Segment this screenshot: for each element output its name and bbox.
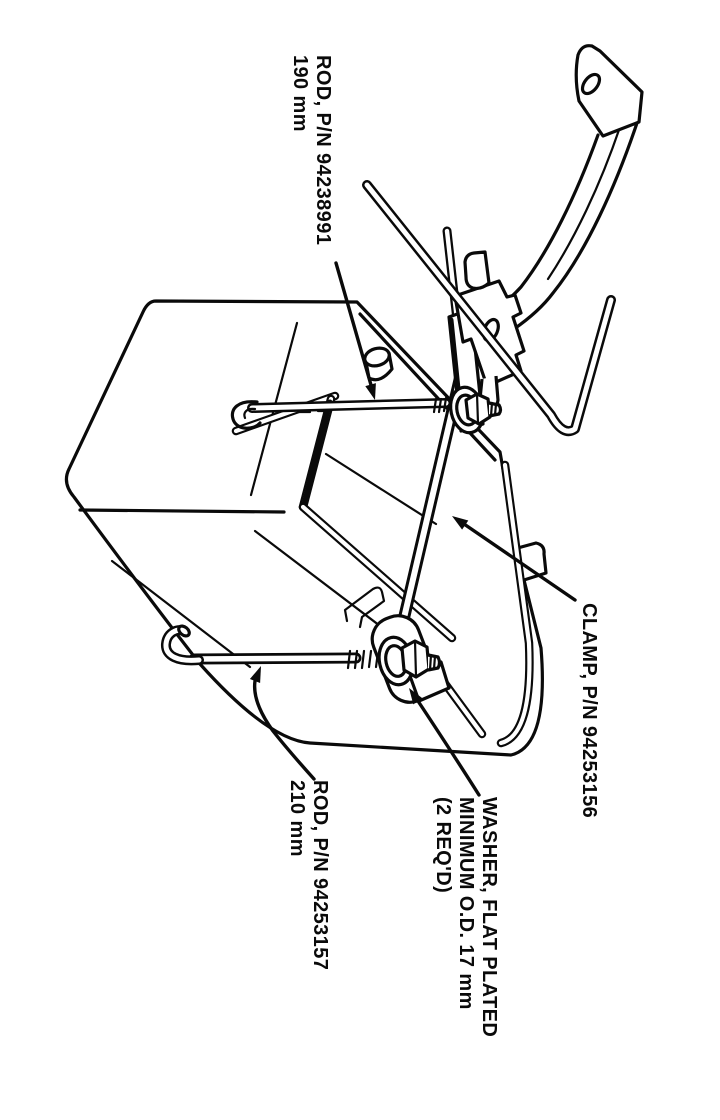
mounting-bracket <box>487 46 642 329</box>
label-rod-190mm <box>288 55 334 245</box>
label-line: CLAMP, P/N 94253156 <box>578 603 600 819</box>
label-line: ROD, P/N 94238991 <box>312 55 334 246</box>
label-rod-210mm <box>285 780 331 970</box>
label-washer <box>431 797 500 1037</box>
box-face-line <box>80 510 284 512</box>
label-line: ROD, P/N 94253157 <box>309 780 331 971</box>
label-line: 210 mm <box>286 780 308 857</box>
label-line: MINIMUM O.D. 17 mm <box>455 797 477 1010</box>
label-line: (2 REQ'D) <box>432 797 454 894</box>
label-line: 190 mm <box>289 55 311 132</box>
label-clamp <box>577 603 600 818</box>
foot-tab <box>465 252 489 288</box>
label-line: WASHER, FLAT PLATED <box>478 797 500 1038</box>
